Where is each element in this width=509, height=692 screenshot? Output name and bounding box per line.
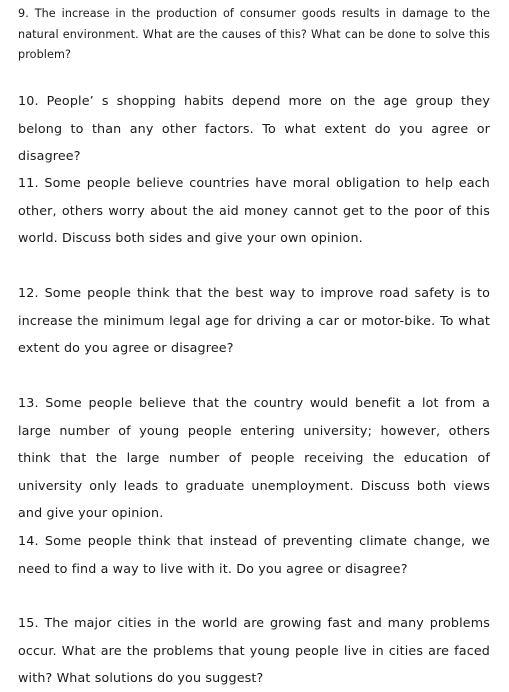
question-10: 10. People’ s shopping habits depend more on the age group they belong to than any other factors. To what extent do you agree or disagree?: [18, 93, 490, 163]
question-15: 15. The major cities in the world are growing fast and many problems occur. What are the problems that young people live in cities are faced with? What solutions do you suggest?: [18, 615, 490, 685]
question-9: 9. The increase in the production of consumer goods results in damage to the natural environment. What are the causes of this? What can be done to solve this problem?: [18, 7, 490, 61]
question-12: 12. Some people think that the best way to improve road safety is to increase the minimum legal age for driving a car or motor-bike. To what extent do you agree or disagree?: [18, 285, 490, 355]
question-13: 13. Some people believe that the country would benefit a lot from a large number of young people entering university; however, others think that the large number of people receiving the education of university only leads to graduate unemployment. Discuss both views and give your opinion.: [18, 395, 490, 520]
question-11: 11. Some people believe countries have moral obligation to help each other, others worry about the aid money cannot get to the poor of this world. Discuss both sides and give your own opinion.: [18, 175, 490, 245]
essay-question-list: [18, 0, 490, 685]
question-14: 14. Some people think that instead of preventing climate change, we need to find a way to live with it. Do you agree or disagree?: [18, 533, 490, 576]
